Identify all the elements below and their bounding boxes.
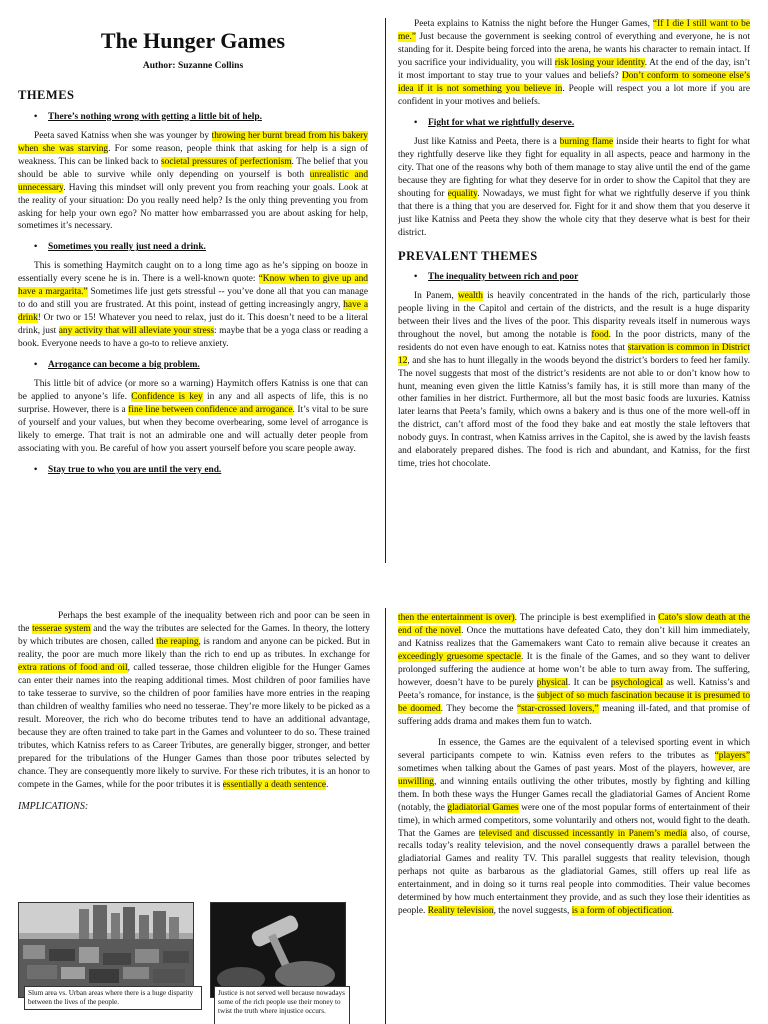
theme-paragraph: This little bit of advice (or more so a warning) Haymitch offers Katniss is one that can be applied to anyone’s life. Confidence is key in any and all aspects of life, this is no surprise. However, there is a fine line between confidence and arrogance. It’s vital to be sure of yourself and your values, but when they become overbearing, some level of arrogance is likely to emerge. That trait is not an admirable one and will actually deter people from associating with you. Be careful of how you assert yourself before you scare people away.	[18, 379, 368, 454]
photo-caption: Justice is not served well because nowadays some of the rich people use their money to twist the truth where injustice occurs.	[214, 986, 350, 1024]
page1-right-column	[398, 18, 750, 578]
theme-paragraph: In Panem, wealth is heavily concentrated in the hands of the rich, particularly those people living in the Capitol and certain of the districts, and the result is a huge disparity between their lives and the lives of the poor. This disparity reveals itself in numerous ways throughout the novel, but among the notable is food. In the poor districts, many of the residents do not even have enough to eat. Katniss notes that starvation is common in District 12, and she has to hunt illegally in the woods beyond the district’s borders to feed her family. The novel suggests that most of the district’s residents are not able to or don’t know how to hunt, meaning even given the little Katniss’s family has, it is still more than many of the other families in her district. Furthermore, all but the most basic foods are luxuries. Katniss later learns that Peeta’s family, which owns a bakery and is thus one of the more well-off in the district, can’t afford most of the food they bake and eat mostly the stale leftovers that nobody guys. In contrast, when Katniss arrives in the Capitol, she is awed by the lavish feasts and elaborately prepared dishes. The food is rich and abundant, and Katniss, for the first time, tries hot chocolate.	[398, 290, 750, 470]
document-author: Author: Suzanne Collins	[142, 61, 244, 72]
photo-caption: Slum area vs. Urban areas where there is a huge disparity between the lives of the people.	[24, 986, 202, 1010]
theme-heading: • Sometimes you really just need a drink.	[34, 242, 206, 253]
theme-paragraph: Peeta saved Katniss when she was younger by throwing her burnt bread from his bakery when she was starving. For some reason, people think that asking for help is a sign of weakness. This can be linked back to societal pressures of perfectionism. The belief that you should be able to survive while only depending on yourself is both unrealistic and unnecessary. Having this mindset will only prevent you from reaching your goals. Look at the reality of your situation: Do you really need help? Is the only thing preventing you from asking for help your own ego? No matter how embarrassed you are about asking for help, sometimes it’s necessary.	[18, 130, 368, 232]
gavel-justice-photo	[210, 902, 346, 998]
themes-heading: THEMES	[18, 88, 75, 103]
column-divider-top	[385, 18, 386, 563]
prevalent-themes-heading: PREVALENT THEMES	[398, 248, 538, 263]
theme-heading: • Fight for what we rightfully deserve.	[414, 117, 575, 128]
theme-paragraph: This is something Haymitch caught on to a long time ago as he’s sipping on booze in essentially every scene he is in. There is a well-known quote: “Know when to give up and have a margarita.” Sometimes life just gets stressful -- you’ve done all that you can manage to do and still you are frustrated. At this point, instead of getting increasingly angry, have a drink! Or two or 15! Whatever you need to relax, just do it. This doesn’t need to be a literal drink, just any activity that will alleviate your stress: maybe that be a yoga class or reading a book. Everyone needs to have a go-to to relieve anxiety.	[18, 261, 368, 350]
theme-heading: • The inequality between rich and poor	[414, 271, 579, 282]
theme-paragraph: In essence, the Games are the equivalent of a televised sporting event in which several participants compete to win. Katniss even refers to the tributes as “players” sometimes when talking about the Games of past years. Most of the players, however, are unwilling, and winning entails outliving the other tributes, mostly by fighting and killing them. In both these ways the Hunger Games recall the gladiatorial Games of Ancient Rome (notably, the gladiatorial Games were one of the most popular forms of entertainment of their time), in which armed competitors, some voluntarily and others not, would fight to the death. That the Games are televised and discussed incessantly in Panem’s media also, of course, recalls today’s reality television, and the novel consequently draws a parallel between the gladiatorial Games and reality TV. This parallel suggests that reality television, though perhaps not quite as barbarous as the gladiatorial Games, still offers up real life as entertainment, and in doing so it turns real people into commodities. Their value becomes determined by how much entertainment they provide, and as such they lose their identities as people. Reality television, the novel suggests, is a form of objectification.	[398, 737, 750, 917]
theme-heading: • Stay true to who you are until the very end.	[34, 464, 222, 475]
theme-paragraph: Just like Katniss and Peeta, there is a burning flame inside their hearts to fight for what they rightfully deserve like they fight for equality in all aspects, peace and harmony in the city. That one of the reasons why both of them manage to stay alive until the end of the game because they are fighting for what they deserve for in order to show the Capitol that they are shouting for equality. Nowadays, we must fight for what we rightfully deserve if you think that there is a thing that you are deserved for. Fight for it and show them that you deserve it just like Katniss and Peeta they show the whole city that they deserve what is best for their district.	[398, 136, 750, 238]
theme-heading: • There’s nothing wrong with getting a little bit of help.	[34, 111, 262, 122]
document-title: The Hunger Games	[100, 28, 286, 53]
theme-paragraph: Perhaps the best example of the inequality between rich and poor can be seen in the tesserae system and the way the tributes are selected for the Games. In theory, the lottery by which tributes are chosen, called the reaping, is random and anyone can be picked. But in reality, the poor are much more likely than the rich to end up as tributes. In exchange for extra rations of food and oil, called tesserae, those children eligible for the Hunger Games can enter their names into the reaping additional times. Most children of poor families have to take tesserae to survive, so the children of poor families have more entries in the reaping than children of wealthy families who need no tesserae. They’re more likely to be picked as a result. Moreover, the rich who do become tributes tend to have an additional advantage, because they are often trained to take part in the Games and volunteer to do so. These trained tributes, which Katniss refers to as Career Tributes, are generally bigger, stronger, and better prepared for the tribulations of the Hunger Games than those poor tributes selected by chance. They are consequently more likely to survive. For these rich tributes, it is an honor to compete in the Games, while for the poor tributes it is essentially a death sentence.	[18, 611, 370, 790]
column-divider-bottom	[385, 608, 386, 1024]
implications-label: IMPLICATIONS:	[18, 800, 89, 812]
theme-heading: • Arrogance can become a big problem.	[34, 360, 200, 371]
theme-paragraph: then the entertainment is over). The principle is best exemplified in Cato’s slow death at the end of the novel. Once the muttations have defeated Cato, they don’t kill him immediately, and Katniss realizes that the Gamemakers want Cato to remain alive because it creates an exceedingly gruesome spectacle. It is the finale of the Games, and so they want to deliver prolonged suffering the audience at home won’t be able to turn away from. The suffering, however, doesn’t have to be purely physical. It can be psychological as well. Katniss’s and Peeta’s romance, for instance, is the subject of so much fascination because it is presumed to be doomed. They become the “star-crossed lovers,” meaning ill-fated, and that promise of suffering adds drama and makes them fun to watch.	[398, 613, 750, 727]
page1-left-column	[18, 20, 368, 560]
theme-paragraph: Peeta explains to Katniss the night before the Hunger Games, “If I die I still want to be me.” Just because the government is seeking control of everything and everyone, he is not standing for it. Despite being forced into the arena, he wants his character to remain intact. If you sacrifice your individuality, you will risk losing your identity. At the end of the day, isn’t it most important to stay true to your values and beliefs? Don’t conform to someone else’s idea if it is not something you believe in. People will respect you a lot more if you are confident in your motives and beliefs.	[398, 19, 750, 107]
page2-left-column	[18, 610, 370, 1024]
slum-city-photo	[18, 902, 194, 998]
page2-right-column	[398, 612, 750, 1024]
